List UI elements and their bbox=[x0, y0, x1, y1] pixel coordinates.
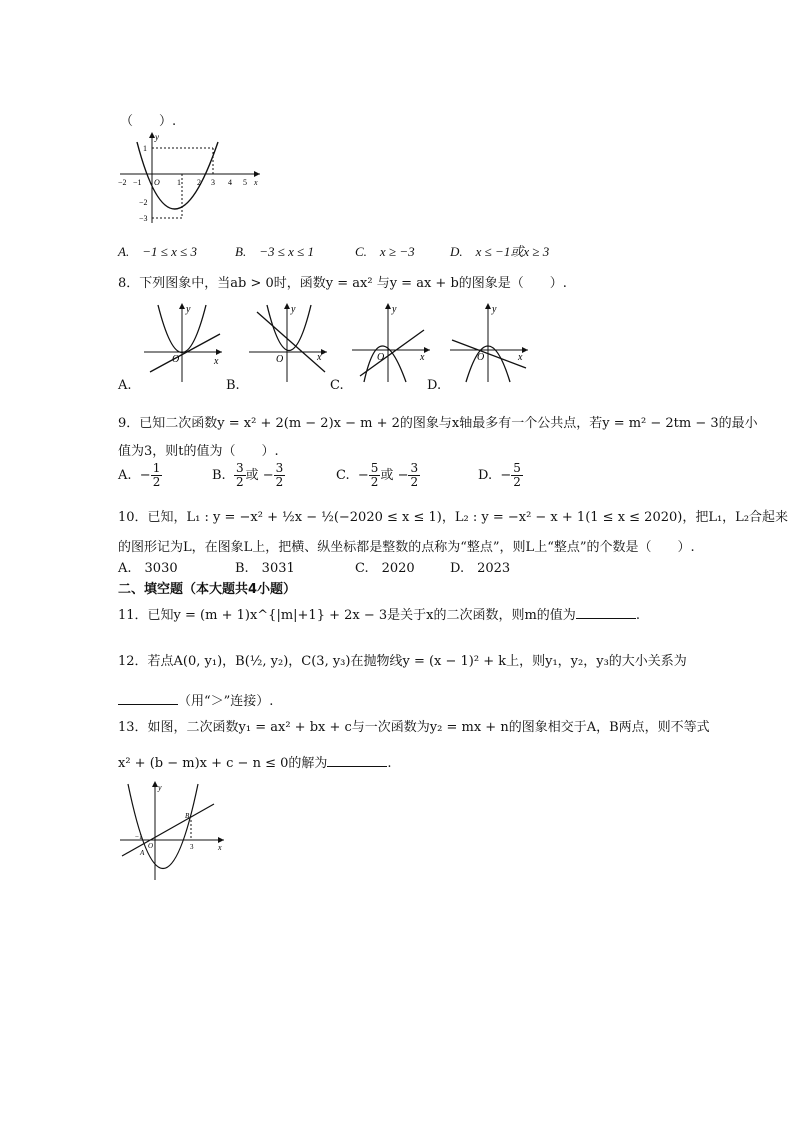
q12-line1: 12．若点A(0, y₁)，B(½, y₂)，C(3, y₃)在抛物线y = (x − 1)² + k上，则y₁，y₂，y₃的大小关系为 bbox=[118, 654, 687, 669]
svg-text:O: O bbox=[477, 352, 485, 363]
tick-x: O bbox=[154, 178, 160, 187]
tick-x: −2 bbox=[118, 178, 127, 187]
tick-x: x bbox=[254, 178, 258, 187]
q9-line2: 值为3，则t的值为（ ）. bbox=[118, 444, 279, 459]
svg-text:O: O bbox=[172, 354, 180, 365]
svg-text:y: y bbox=[492, 304, 497, 315]
svg-text:O: O bbox=[276, 354, 284, 365]
q8-option-a: A. bbox=[118, 378, 132, 393]
q13-line2: x² + (b − m)x + c − n ≤ 0的解为 . bbox=[118, 756, 392, 771]
q11-answer-blank[interactable] bbox=[576, 606, 636, 619]
tick-y: −3 bbox=[139, 214, 148, 223]
svg-text:x: x bbox=[218, 843, 222, 852]
q10-line1: 10．已知，L₁ : y = −x² + ½x − ½(−2020 ≤ x ≤ 1)，L₂ : y = −x² − x + 1(1 ≤ x ≤ 2020)，把L₁，L₂合起来 bbox=[118, 510, 789, 525]
svg-text:y: y bbox=[158, 783, 162, 792]
q10-option-a: A. 3030 bbox=[118, 561, 178, 576]
q9-option-b: B. $\frac{3}{2}$ 或 − $\frac{3}{2}$ bbox=[212, 461, 284, 489]
svg-text:x: x bbox=[518, 352, 523, 363]
tick-x: 5 bbox=[243, 178, 247, 187]
q13-line1: 13．如图，二次函数y₁ = ax² + bx + c与一次函数为y₂ = mx + n的图象相交于A，B两点，则不等式 bbox=[118, 720, 710, 735]
section-heading-fill-in: 二、填空题（本大题共4小题） bbox=[118, 582, 297, 597]
svg-text:y: y bbox=[291, 304, 296, 315]
tick-x: −1 bbox=[133, 178, 142, 187]
tick-x: 1 bbox=[177, 178, 181, 187]
q8-option-d: D. bbox=[427, 378, 442, 393]
q7-option-d: D. x ≤ −1或x ≥ 3 bbox=[450, 244, 550, 259]
q7-option-b: B. −3 ≤ x ≤ 1 bbox=[235, 244, 315, 259]
q7-parabola-graph bbox=[115, 128, 265, 228]
q9-option-a: A. − $\frac{1}{2}$ bbox=[118, 461, 161, 489]
q12-answer-blank[interactable] bbox=[118, 692, 178, 705]
q7-option-a: A. −1 ≤ x ≤ 3 bbox=[118, 244, 198, 259]
q8-graph-c bbox=[348, 300, 433, 385]
q9-option-c: C. − $\frac{5}{2}$ 或 − $\frac{3}{2}$ bbox=[336, 461, 419, 489]
q10-option-d: D. 2023 bbox=[450, 561, 511, 576]
q8-question: 8．下列图象中，当ab > 0时，函数y = ax² 与y = ax + b的图象是（ ）. bbox=[118, 276, 567, 291]
tick-x: 4 bbox=[228, 178, 232, 187]
q13-graph bbox=[118, 778, 228, 883]
tick-x: 2 bbox=[197, 178, 201, 187]
svg-text:3: 3 bbox=[190, 843, 194, 851]
svg-text:x: x bbox=[317, 352, 322, 363]
q8-graph-d bbox=[446, 300, 531, 385]
q12-line2: （用“＞”连接）. bbox=[118, 690, 273, 709]
tick-y: 1 bbox=[143, 144, 147, 153]
svg-text:y: y bbox=[186, 304, 191, 315]
q9-option-d: D. − $\frac{5}{2}$ bbox=[478, 461, 521, 489]
q8-option-b: B. bbox=[226, 378, 240, 393]
q8-option-c: C. bbox=[330, 378, 344, 393]
svg-text:x: x bbox=[420, 352, 425, 363]
svg-text:x: x bbox=[214, 356, 219, 367]
tick-y: −2 bbox=[139, 198, 148, 207]
svg-text:O: O bbox=[377, 352, 385, 363]
svg-text:−1: −1 bbox=[135, 833, 143, 841]
q8-graph-b bbox=[245, 300, 330, 385]
q10-option-c: C. 2020 bbox=[355, 561, 415, 576]
q8-graph-a bbox=[140, 300, 225, 385]
tick-y: y bbox=[155, 132, 159, 142]
tick-x: 3 bbox=[211, 178, 215, 187]
q10-option-b: B. 3031 bbox=[235, 561, 295, 576]
q7-stem-tail: （ ）. bbox=[120, 114, 177, 129]
q9-line1: 9．已知二次函数y = x² + 2(m − 2)x − m + 2的图象与x轴最多有一个公共点，若y = m² − 2tm − 3的最小 bbox=[118, 416, 758, 431]
svg-text:A: A bbox=[140, 849, 145, 857]
q11-question: 11．已知y = (m + 1)x^{|m|+1} + 2x − 3是关于x的二次函数，则m的值为 . bbox=[118, 608, 640, 623]
svg-text:O: O bbox=[148, 842, 154, 850]
q10-line2: 的图形记为L，在图象L上，把横、纵坐标都是整数的点称为“整点”，则L上“整点”的个数是（ ）. bbox=[118, 540, 695, 555]
q13-answer-blank[interactable] bbox=[327, 754, 387, 767]
svg-text:B: B bbox=[185, 812, 190, 820]
q7-option-c: C. x ≥ −3 bbox=[355, 244, 415, 259]
svg-text:y: y bbox=[392, 304, 397, 315]
